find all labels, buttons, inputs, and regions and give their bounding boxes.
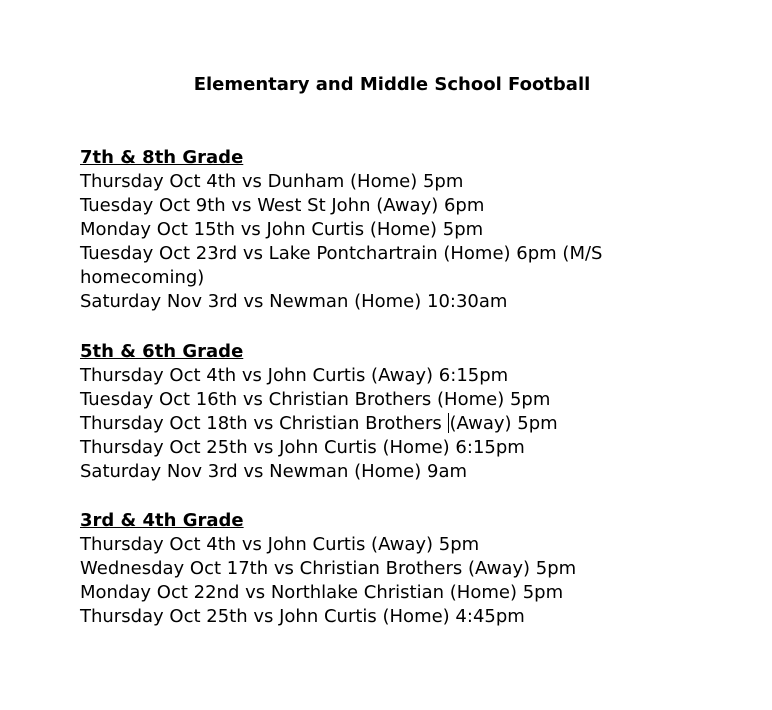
section-heading: 3rd & 4th Grade	[80, 510, 244, 531]
game-item-text: Thursday Oct 18th vs Christian Brothers	[80, 413, 448, 434]
section-7th-8th-grade	[80, 146, 640, 314]
game-item: Wednesday Oct 17th vs Christian Brothers (Away) 5pm	[80, 558, 577, 579]
game-item: Thursday Oct 25th vs John Curtis (Home) 6:15pm	[80, 437, 525, 458]
section-heading: 7th & 8th Grade	[80, 147, 244, 168]
game-item-text-tail: (Away) 5pm	[449, 413, 558, 434]
section-5th-6th-grade	[80, 340, 640, 484]
game-item: Thursday Oct 4th vs Dunham (Home) 5pm	[80, 171, 464, 192]
game-item: Saturday Nov 3rd vs Newman (Home) 9am	[80, 461, 468, 482]
game-item: Tuesday Oct 9th vs West St John (Away) 6pm	[80, 195, 485, 216]
game-item: Tuesday Oct 23rd vs Lake Pontchartrain (Home) 6pm (M/S homecoming)	[80, 243, 603, 288]
page-title: Elementary and Middle School Football	[193, 74, 591, 95]
game-item: Tuesday Oct 16th vs Christian Brothers (Home) 5pm	[80, 389, 551, 410]
section-3rd-4th-grade	[80, 509, 640, 629]
text-cursor	[448, 413, 449, 433]
game-list	[80, 364, 640, 484]
section-heading: 5th & 6th Grade	[80, 341, 244, 362]
game-item: Thursday Oct 4th vs John Curtis (Away) 5pm	[80, 534, 480, 555]
game-item: Monday Oct 22nd vs Northlake Christian (Home) 5pm	[80, 582, 564, 603]
game-item: Thursday Oct 25th vs John Curtis (Home) 4:45pm	[80, 606, 525, 627]
game-list	[80, 533, 640, 629]
game-list	[80, 170, 640, 314]
game-item: Thursday Oct 4th vs John Curtis (Away) 6:15pm	[80, 365, 509, 386]
game-item-with-caret[interactable]	[80, 412, 640, 436]
game-item: Saturday Nov 3rd vs Newman (Home) 10:30am	[80, 291, 508, 312]
game-item: Monday Oct 15th vs John Curtis (Home) 5pm	[80, 219, 484, 240]
